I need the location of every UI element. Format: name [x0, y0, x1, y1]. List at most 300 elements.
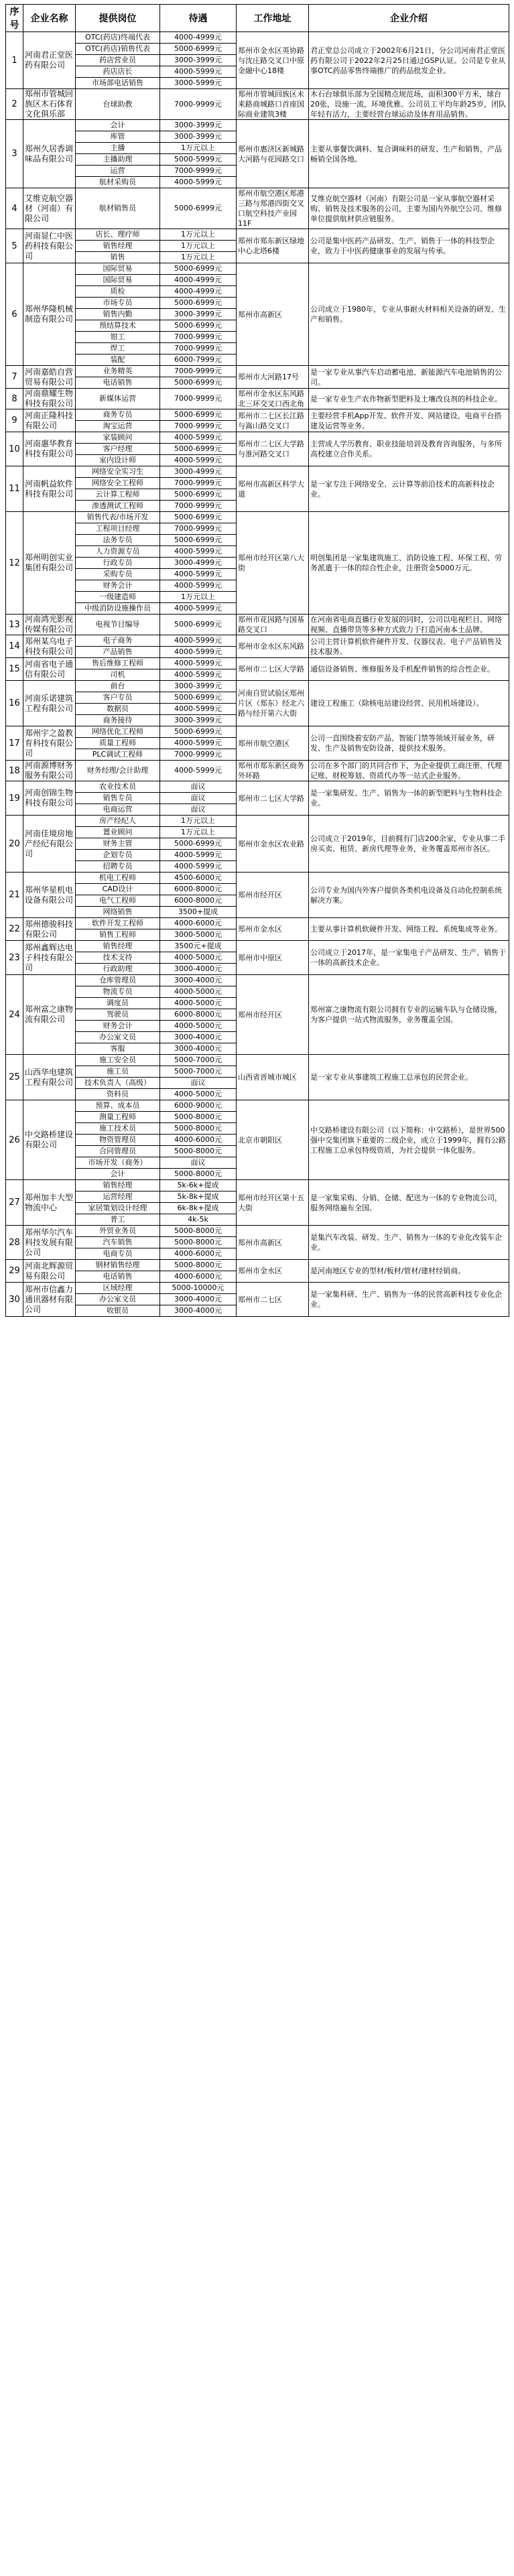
job-position: 库管	[76, 131, 160, 143]
job-position: 网络销售	[76, 907, 160, 918]
job-position: 施工安全员	[76, 1055, 160, 1066]
job-position: 采购专员	[76, 569, 160, 580]
row-index: 14	[6, 635, 23, 658]
job-salary: 4000-5000元	[160, 1089, 237, 1100]
company-intro: 是一家集科研、生产、销售为一体的民营高新科技专业化企业。	[309, 1283, 509, 1317]
job-position: 一级建造师	[76, 592, 160, 603]
job-position: 行政助理	[76, 964, 160, 975]
job-position: 电气工程师	[76, 895, 160, 907]
job-position: 主播	[76, 143, 160, 154]
company-intro: 公司成立于2017年，是一家集电子产品研发、生产、销售于一体的高新技术企业。	[309, 941, 509, 975]
job-position: 淘宝运营	[76, 421, 160, 432]
job-position: 销售专员	[76, 793, 160, 804]
row-index: 11	[6, 466, 23, 512]
row-index: 19	[6, 781, 23, 816]
job-position: 机电工程师	[76, 873, 160, 884]
job-position: 网络优化工程师	[76, 726, 160, 738]
job-salary: 4000-5999元	[160, 658, 237, 669]
company-name: 河南佳境房地产经纪有限公司	[23, 816, 76, 873]
job-salary: 3000-4000元	[160, 964, 237, 975]
job-position: 家装顾问	[76, 432, 160, 444]
job-position: 招聘专员	[76, 861, 160, 873]
work-address: 郑州市航空港区	[237, 726, 309, 761]
job-position: 运营经理	[76, 1192, 160, 1203]
job-position: 渗透测试工程师	[76, 501, 160, 512]
job-position: 客服	[76, 1043, 160, 1055]
work-address: 郑州市金水区	[237, 918, 309, 941]
job-position: 置业顾问	[76, 827, 160, 838]
job-salary: 3000-3999元	[160, 131, 237, 143]
company-name: 郑州明创实业集团有限公司	[23, 512, 76, 615]
job-position: 国际贸易	[76, 275, 160, 286]
job-position: 客户经理	[76, 444, 160, 455]
job-salary: 3500+提成	[160, 907, 237, 918]
job-salary: 4000-5999元	[160, 432, 237, 444]
job-salary: 3000-3999元	[160, 715, 237, 726]
job-salary: 5000-6999元	[160, 298, 237, 309]
work-address: 郑州市金水区东风路	[237, 635, 309, 658]
company-intro: 是一家专注于网络安全、云计算等前沿技术的高新科技企业。	[309, 466, 509, 512]
work-address: 郑州市经开区第八大街	[237, 512, 309, 615]
company-name: 河南北辉源贸易有限公司	[23, 1260, 76, 1283]
job-salary: 面议	[160, 804, 237, 816]
company-name: 郑州华隆机械制造有限公司	[23, 263, 76, 366]
header-address: 工作地址	[237, 5, 309, 32]
table-row	[6, 32, 509, 44]
company-name: 河南鼎耀生物科技有限公司	[23, 389, 76, 409]
job-salary: 1万元以上	[160, 229, 237, 241]
company-intro: 主要经营手机App开发、软件开发、网站建设、电商平台搭建及运营等业务。	[309, 409, 509, 432]
job-salary: 1万元以上	[160, 241, 237, 252]
job-salary: 6000-7999元	[160, 355, 237, 366]
company-intro: 建设工程施工（除核电站建设经营、民用机场建设）。	[309, 681, 509, 726]
work-address: 郑州市郑东新区绿地中心北塔6楼	[237, 229, 309, 263]
job-position: 工程项目经理	[76, 523, 160, 535]
company-intro: 公司专业为国内外客户提供各类机电设备及自动化控制系统解决方案。	[309, 873, 509, 918]
company-name: 郑州某乌电子科技有限公司	[23, 635, 76, 658]
table-row	[6, 761, 509, 781]
job-position: 主播助理	[76, 154, 160, 166]
recruitment-table	[5, 4, 509, 1317]
work-address: 郑州市金水区	[237, 1260, 309, 1283]
job-salary: 3000-3999元	[160, 681, 237, 692]
job-salary: 3500元+提成	[160, 941, 237, 952]
company-name: 河南君正堂医药有限公司	[23, 32, 76, 89]
job-salary: 3000-3999元	[160, 120, 237, 131]
job-salary: 7000-9999元	[160, 501, 237, 512]
row-index: 15	[6, 658, 23, 681]
work-address: 郑州市经开区	[237, 975, 309, 1055]
table-row	[6, 120, 509, 131]
row-index: 22	[6, 918, 23, 941]
company-intro: 是一家专业生产农作物新型肥料及土壤改良剂的科技企业。	[309, 389, 509, 409]
job-salary: 4000-4999元	[160, 32, 237, 44]
job-position: 驾驶员	[76, 1009, 160, 1021]
company-name: 郑州华星机电设备有限公司	[23, 873, 76, 918]
job-salary: 5000-6999元	[160, 535, 237, 546]
row-index: 26	[6, 1100, 23, 1180]
table-row	[6, 409, 509, 421]
job-salary: 5000-7000元	[160, 1055, 237, 1066]
company-intro: 是一家集研发、生产、销售为一体的新型肥料与生物科技企业。	[309, 781, 509, 816]
job-position: 收银员	[76, 1305, 160, 1317]
job-position: 财务会计	[76, 580, 160, 592]
job-salary: 1万元以上	[160, 816, 237, 827]
row-index: 3	[6, 120, 23, 188]
work-address: 郑州市金水区农业路	[237, 816, 309, 873]
work-address: 郑州市二七区长江路与嵩山路交叉口	[237, 409, 309, 432]
job-salary: 3000-4000元	[160, 1043, 237, 1055]
job-salary: 面议	[160, 1157, 237, 1169]
company-name: 河南惠华教育科技有限公司	[23, 432, 76, 466]
job-salary: 4000-5999元	[160, 738, 237, 749]
table-row	[6, 941, 509, 952]
table-row	[6, 816, 509, 827]
job-position: 航材销售员	[76, 188, 160, 229]
job-position: 云计算工程师	[76, 489, 160, 501]
company-name: 河南创锦生物科技有限公司	[23, 781, 76, 816]
job-position: 国际贸易	[76, 263, 160, 275]
job-salary: 面议	[160, 1078, 237, 1089]
job-salary: 5000-6999元	[160, 377, 237, 389]
job-salary: 7000-9999元	[160, 749, 237, 761]
job-salary: 3000-4000元	[160, 975, 237, 986]
work-address: 郑州市郑东新区商务外环路	[237, 761, 309, 781]
table-row	[6, 229, 509, 241]
job-salary: 5k-6k+提成	[160, 1180, 237, 1192]
company-name: 郑州加丰大型物流中心	[23, 1180, 76, 1226]
job-position: 房产经纪人	[76, 816, 160, 827]
work-address: 郑州市管城回族区未来路商城路口首座国际商业建筑3楼	[237, 89, 309, 120]
work-address: 郑州市金水区东风路北三环交叉口西北角	[237, 389, 309, 409]
table-row	[6, 1100, 509, 1112]
job-position: 装配	[76, 355, 160, 366]
row-index: 8	[6, 389, 23, 409]
job-position: 施工技术员	[76, 1123, 160, 1135]
job-salary: 7000-9999元	[160, 332, 237, 343]
company-intro: 明创集团是一家集建筑施工、消防设施工程、环保工程、劳务派遣于一体的综合性企业，注册资金5000万元。	[309, 512, 509, 615]
header-index: 序号	[6, 5, 23, 32]
header-salary: 待遇	[160, 5, 237, 32]
job-salary: 3000-4999元	[160, 558, 237, 569]
job-position: 调度员	[76, 998, 160, 1009]
job-salary: 4000-5000元	[160, 998, 237, 1009]
job-position: 电视节目编导	[76, 615, 160, 635]
job-position: 销售经理	[76, 1180, 160, 1192]
company-intro: 郑州富之康物流有限公司拥有专业的运输车队与仓储设施，为客户提供一站式物流服务，业务覆盖全国。	[309, 975, 509, 1055]
job-salary: 4000-6000元	[160, 918, 237, 929]
work-address: 山西省晋城市城区	[237, 1055, 309, 1100]
job-salary: 5000-6999元	[160, 615, 237, 635]
job-position: 人力资源专员	[76, 546, 160, 558]
company-intro: 公司成立于1980年，专业从事耐火材料相关设备的研发、生产和销售。	[309, 263, 509, 366]
job-salary: 4000-5999元	[160, 850, 237, 861]
work-address: 郑州市大河路17号	[237, 366, 309, 389]
company-name: 河南乐诺建筑工程有限公司	[23, 681, 76, 726]
table-row	[6, 781, 509, 793]
job-salary: 4000-5000元	[160, 952, 237, 964]
job-salary: 4000-5999元	[160, 546, 237, 558]
job-position: OTC(药店)销售代表	[76, 44, 160, 55]
job-position: 财务经理/会计助理	[76, 761, 160, 781]
table-row	[6, 466, 509, 478]
company-name: 艾维克航空器材（河南）有限公司	[23, 188, 76, 229]
work-address: 郑州市二七区大学路	[237, 781, 309, 816]
company-intro: 公司成立于2019年，目前拥有门店200余家，专业从事二手房买卖、租赁、新房代理等业务，业务覆盖郑州市各区。	[309, 816, 509, 873]
company-intro: 是集汽车改装、研发、生产、销售为一体的专业化改装车企业。	[309, 1226, 509, 1260]
job-position: 销售工程师	[76, 929, 160, 941]
company-name: 郑州久居香调味品有限公司	[23, 120, 76, 188]
job-salary: 7000-9999元	[160, 421, 237, 432]
company-intro: 公司在多个部门的共同合作下，为企业提供工商注册、代理记账、财税筹划、资质代办等一站式企业服务。	[309, 761, 509, 781]
table-row	[6, 366, 509, 377]
job-position: 家居策划设计经理	[76, 1203, 160, 1214]
job-position: 司机	[76, 669, 160, 681]
job-position: 台球助教	[76, 89, 160, 120]
job-salary: 5000-6999元	[160, 44, 237, 55]
row-index: 24	[6, 975, 23, 1055]
row-index: 2	[6, 89, 23, 120]
job-position: 电商专员	[76, 1248, 160, 1260]
company-intro: 木石台球俱乐部为全国精点规范场，面积300平方米，球台20张，设施一流，环境优雅。公司员工平均年龄25岁，团队年轻有活力，主要经营台球运动及体育用品销售。	[309, 89, 509, 120]
job-position: 预算、成本员	[76, 1100, 160, 1112]
row-index: 30	[6, 1283, 23, 1317]
job-position: 运营	[76, 166, 160, 177]
job-salary: 4000-6000元	[160, 1248, 237, 1260]
job-salary: 7000-9999元	[160, 166, 237, 177]
job-position: 资料员	[76, 1089, 160, 1100]
job-position: 数据员	[76, 704, 160, 715]
job-position: 销售经理	[76, 241, 160, 252]
job-salary: 3000-3999元	[160, 55, 237, 66]
job-salary: 7000-9999元	[160, 389, 237, 409]
row-index: 5	[6, 229, 23, 263]
job-position: 客户专员	[76, 692, 160, 704]
job-salary: 4000-5999元	[160, 635, 237, 647]
company-name: 郑州宇之盈教育科技有限公司	[23, 726, 76, 761]
job-position: 质检	[76, 286, 160, 298]
company-name: 郑州华尔汽车科技发展有限公司	[23, 1226, 76, 1260]
job-salary: 3000-5000元	[160, 929, 237, 941]
row-index: 18	[6, 761, 23, 781]
work-address: 河南自贸试验区郑州片区（郑东）经北六路与经开第六大街	[237, 681, 309, 726]
work-address: 郑州市经开区	[237, 873, 309, 918]
job-position: 电子商务	[76, 635, 160, 647]
job-position: 法务专员	[76, 535, 160, 546]
job-position: OTC(药店)终端代表	[76, 32, 160, 44]
row-index: 28	[6, 1226, 23, 1260]
table-body	[6, 32, 509, 1317]
job-salary: 5000-6999元	[160, 726, 237, 738]
job-salary: 6000-9000元	[160, 1100, 237, 1112]
row-index: 1	[6, 32, 23, 89]
job-position: 售后维修工程师	[76, 658, 160, 669]
row-index: 12	[6, 512, 23, 615]
company-intro: 主要从事餐饮调料、复合调味料的研发、生产和销售，产品畅销全国各地。	[309, 120, 509, 188]
company-intro: 中交路桥建设有限公司（以下简称：中交路桥），是世界500强中交集团旗下重要的二级企业，成立于1999年，拥有公路工程施工总承包特级资质，为社会提供一体化服务。	[309, 1100, 509, 1180]
company-intro: 主营成人学历教育、职业技能培训及教育咨询服务，与多所高校建立合作关系。	[309, 432, 509, 466]
job-salary: 4000-6000元	[160, 1271, 237, 1283]
company-name: 郑州市信鑫力通讯器材有限公司	[23, 1283, 76, 1317]
job-position: 财务会计	[76, 1021, 160, 1032]
job-salary: 4000-5999元	[160, 455, 237, 466]
job-salary: 6k-8k+提成	[160, 1203, 237, 1214]
table-row	[6, 1283, 509, 1294]
company-name: 郑州富之康物流有限公司	[23, 975, 76, 1055]
job-position: 中级消防设施操作员	[76, 603, 160, 615]
company-name: 河南源博财务服务有限公司	[23, 761, 76, 781]
row-index: 20	[6, 816, 23, 873]
job-salary: 4000-6000元	[160, 1135, 237, 1146]
company-name: 河南帆益软件科技有限公司	[23, 466, 76, 512]
row-index: 21	[6, 873, 23, 918]
job-position: 前台	[76, 681, 160, 692]
job-position: 市场专员	[76, 298, 160, 309]
table-row	[6, 873, 509, 884]
job-position: 仓库管理员	[76, 975, 160, 986]
job-salary: 4500-6000元	[160, 873, 237, 884]
company-intro: 艾维克航空器材（河南）有限公司是一家从事航空器材采购、销售及技术服务的公司，主要为国内外航空公司、维修单位提供航材供应链服务。	[309, 188, 509, 229]
job-position: 室内设计师	[76, 455, 160, 466]
job-salary: 4000-4999元	[160, 275, 237, 286]
job-salary: 7000-9999元	[160, 478, 237, 489]
job-salary: 4000-4999元	[160, 286, 237, 298]
job-salary: 4000-5999元	[160, 580, 237, 592]
job-position: 行政专员	[76, 558, 160, 569]
job-salary: 5000-8000元	[160, 1112, 237, 1123]
row-index: 17	[6, 726, 23, 761]
company-intro: 是一家专业从事建筑工程施工总承包的民营企业。	[309, 1055, 509, 1100]
job-salary: 5000-8000元	[160, 1169, 237, 1180]
job-position: 航材采购员	[76, 177, 160, 188]
job-position: 业务精英	[76, 366, 160, 377]
job-position: 测量工程师	[76, 1112, 160, 1123]
job-position: 销售内勤	[76, 309, 160, 320]
company-name: 郑州德骏科技有限公司	[23, 918, 76, 941]
row-index: 6	[6, 263, 23, 366]
job-position: 普工	[76, 1214, 160, 1226]
job-salary: 3000-4999元	[160, 466, 237, 478]
job-salary: 4000-5000元	[160, 1021, 237, 1032]
job-salary: 4k-5k	[160, 1214, 237, 1226]
row-index: 9	[6, 409, 23, 432]
job-position: 电商运营	[76, 804, 160, 816]
table-row	[6, 1055, 509, 1066]
company-name: 山西华电建筑工程有限公司	[23, 1055, 76, 1100]
job-position: 店长、理疗师	[76, 229, 160, 241]
table-row	[6, 635, 509, 647]
company-intro: 在河南省电商直播行业发展的同时，公司以电视栏目、网络视频、直播带货等多种方式致力于打造河南本土品牌。	[309, 615, 509, 635]
job-position: 汽车销售	[76, 1237, 160, 1248]
table-row	[6, 658, 509, 669]
header-company: 企业名称	[23, 5, 76, 32]
work-address: 郑州市经开区第十五大街	[237, 1180, 309, 1226]
company-intro: 是河南地区专业的型材/板材/管材/建材经销商。	[309, 1260, 509, 1283]
job-salary: 面议	[160, 781, 237, 793]
row-index: 10	[6, 432, 23, 466]
table-row	[6, 726, 509, 738]
job-salary: 4000-5999元	[160, 761, 237, 781]
row-index: 13	[6, 615, 23, 635]
job-position: 质量工程师	[76, 738, 160, 749]
company-name: 郑州市管城回族区木石体育文化俱乐部	[23, 89, 76, 120]
table-row	[6, 975, 509, 986]
work-address: 郑州市航空港区郑港三路与郑港四街交叉口航空科技产业园11F	[237, 188, 309, 229]
table-row	[6, 615, 509, 635]
company-intro: 公司主营计算机软件硬件开发、仪器仪表、电子产品销售及技术服务。	[309, 635, 509, 658]
job-salary: 3000-4000元	[160, 1294, 237, 1305]
job-salary: 5000-10000元	[160, 1283, 237, 1294]
company-name: 河南鸿光影视传媒有限公司	[23, 615, 76, 635]
job-position: 电话销售	[76, 1271, 160, 1283]
company-intro: 主要从事计算机软硬件开发、网络工程、系统集成等业务。	[309, 918, 509, 941]
job-salary: 4000-5999元	[160, 647, 237, 658]
table-row	[6, 188, 509, 229]
job-position: 办公室文员	[76, 1032, 160, 1043]
job-position: 焊工	[76, 343, 160, 355]
job-position: 药店店长	[76, 66, 160, 78]
job-salary: 5000-8000元	[160, 1226, 237, 1237]
job-salary: 6000-8000元	[160, 895, 237, 907]
job-position: 物资管理员	[76, 1135, 160, 1146]
table-row	[6, 918, 509, 929]
job-position: 企划专员	[76, 850, 160, 861]
job-salary: 5000-8000元	[160, 1123, 237, 1135]
table-row	[6, 89, 509, 120]
table-row	[6, 512, 509, 523]
table-row	[6, 263, 509, 275]
table-header-row	[6, 5, 509, 32]
job-salary: 7000-9999元	[160, 366, 237, 377]
job-position: 施工员	[76, 1066, 160, 1078]
work-address: 郑州市惠济区新城路大河路与花园路交口	[237, 120, 309, 188]
job-salary: 1万元以上	[160, 252, 237, 263]
row-index: 7	[6, 366, 23, 389]
company-intro: 公司是集中医药产品研发、生产、销售于一体的科技型企业，致力于中医药健康事业的发展与传承。	[309, 229, 509, 263]
job-salary: 7000-9999元	[160, 343, 237, 355]
job-salary: 5000-7000元	[160, 1066, 237, 1078]
job-salary: 3000-3999元	[160, 309, 237, 320]
job-position: 市场部电话销售	[76, 78, 160, 89]
job-salary: 5000-6999元	[160, 188, 237, 229]
company-intro: 君正堂总公司成立于2002年6月21日，分公司河南君正堂医药有限公司于2022年2月25日通过GSP认证。公司是专业从事OTC药品零售终端推广的药品批发企业。	[309, 32, 509, 89]
job-salary: 4000-5999元	[160, 861, 237, 873]
job-position: 商务接待	[76, 715, 160, 726]
job-position: 会计	[76, 120, 160, 131]
job-position: 销售经理	[76, 941, 160, 952]
row-index: 4	[6, 188, 23, 229]
job-salary: 6000-8000元	[160, 1009, 237, 1021]
job-salary: 7000-9999元	[160, 523, 237, 535]
company-intro: 公司一直围绕着安防产品、智能门禁等领域开展业务，研发、生产及销售安防设备，提供技术服务。	[309, 726, 509, 761]
job-salary: 1万元以上	[160, 592, 237, 603]
job-salary: 3000-4000元	[160, 1032, 237, 1043]
job-salary: 1万元以上	[160, 143, 237, 154]
job-salary: 1万元以上	[160, 827, 237, 838]
work-address: 郑州市花园路与国基路交叉口	[237, 615, 309, 635]
job-salary: 5000-8000元	[160, 1146, 237, 1157]
row-index: 23	[6, 941, 23, 975]
job-position: 市场开发（商务）	[76, 1157, 160, 1169]
job-position: 产品销售	[76, 647, 160, 658]
job-position: CAD设计	[76, 884, 160, 895]
job-position: 软件开发工程师	[76, 918, 160, 929]
work-address: 郑州市高新区	[237, 263, 309, 366]
job-salary: 4000-5999元	[160, 603, 237, 615]
table-row	[6, 1260, 509, 1271]
table-row	[6, 389, 509, 409]
table-row	[6, 681, 509, 692]
